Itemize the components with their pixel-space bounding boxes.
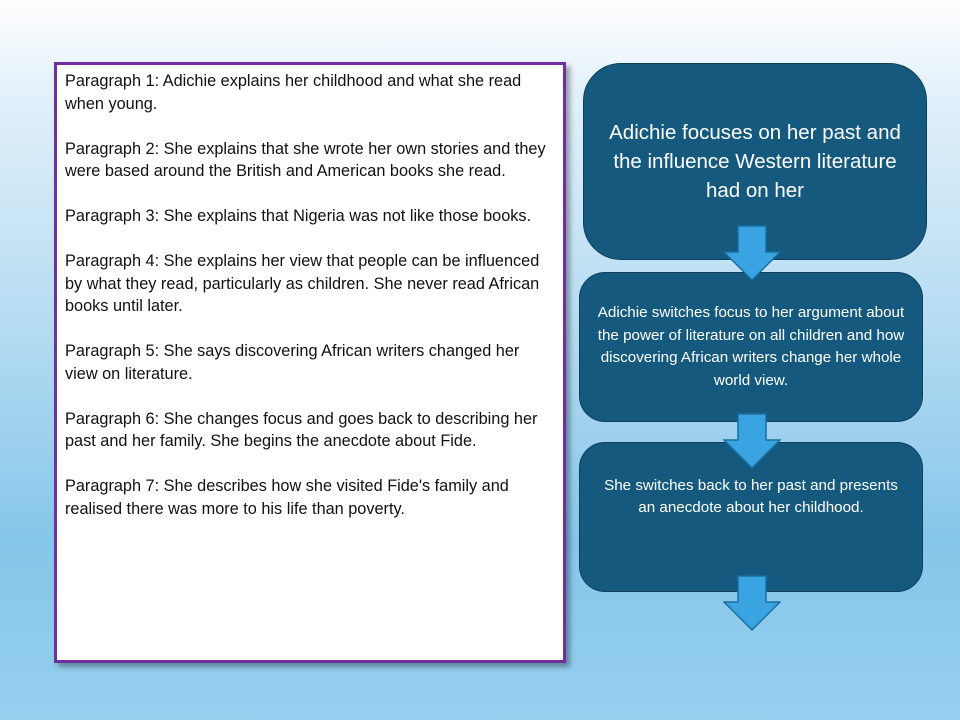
down-arrow-icon: [723, 575, 781, 631]
paragraph-1-summary: Paragraph 1: Adichie explains her childhood and what she read when young.: [65, 72, 522, 113]
flow-step-1-text: Adichie focuses on her past and the influence Western literature had on her: [609, 121, 901, 202]
flow-step-2: [579, 272, 923, 422]
paragraph-6-summary: Paragraph 6: She changes focus and goes back to describing her past and her family. She begins the anecdote about Fide.: [65, 409, 538, 450]
flow-step-2-text: Adichie switches focus to her argument about the power of literature on all children and how discovering African writers change her whole world view.: [597, 304, 905, 389]
paragraph-summary-textbox: [54, 62, 566, 663]
down-arrow-icon: [723, 413, 781, 469]
down-arrow-icon: [723, 225, 781, 281]
paragraph-5-summary: Paragraph 5: She says discovering African writers changed her view on literature.: [65, 342, 520, 383]
paragraph-2-summary: Paragraph 2: She explains that she wrote her own stories and they were based around the British and American books she read.: [65, 139, 546, 180]
paragraph-4-summary: Paragraph 4: She explains her view that people can be influenced by what they read, particularly as children. She never read African books until later.: [65, 252, 540, 315]
flow-step-3-text: She switches back to her past and presents an anecdote about her childhood.: [604, 476, 898, 516]
paragraph-7-summary: Paragraph 7: She describes how she visited Fide's family and realised there was more to his life than poverty.: [65, 477, 509, 518]
paragraph-3-summary: Paragraph 3: She explains that Nigeria was not like those books.: [65, 207, 532, 225]
